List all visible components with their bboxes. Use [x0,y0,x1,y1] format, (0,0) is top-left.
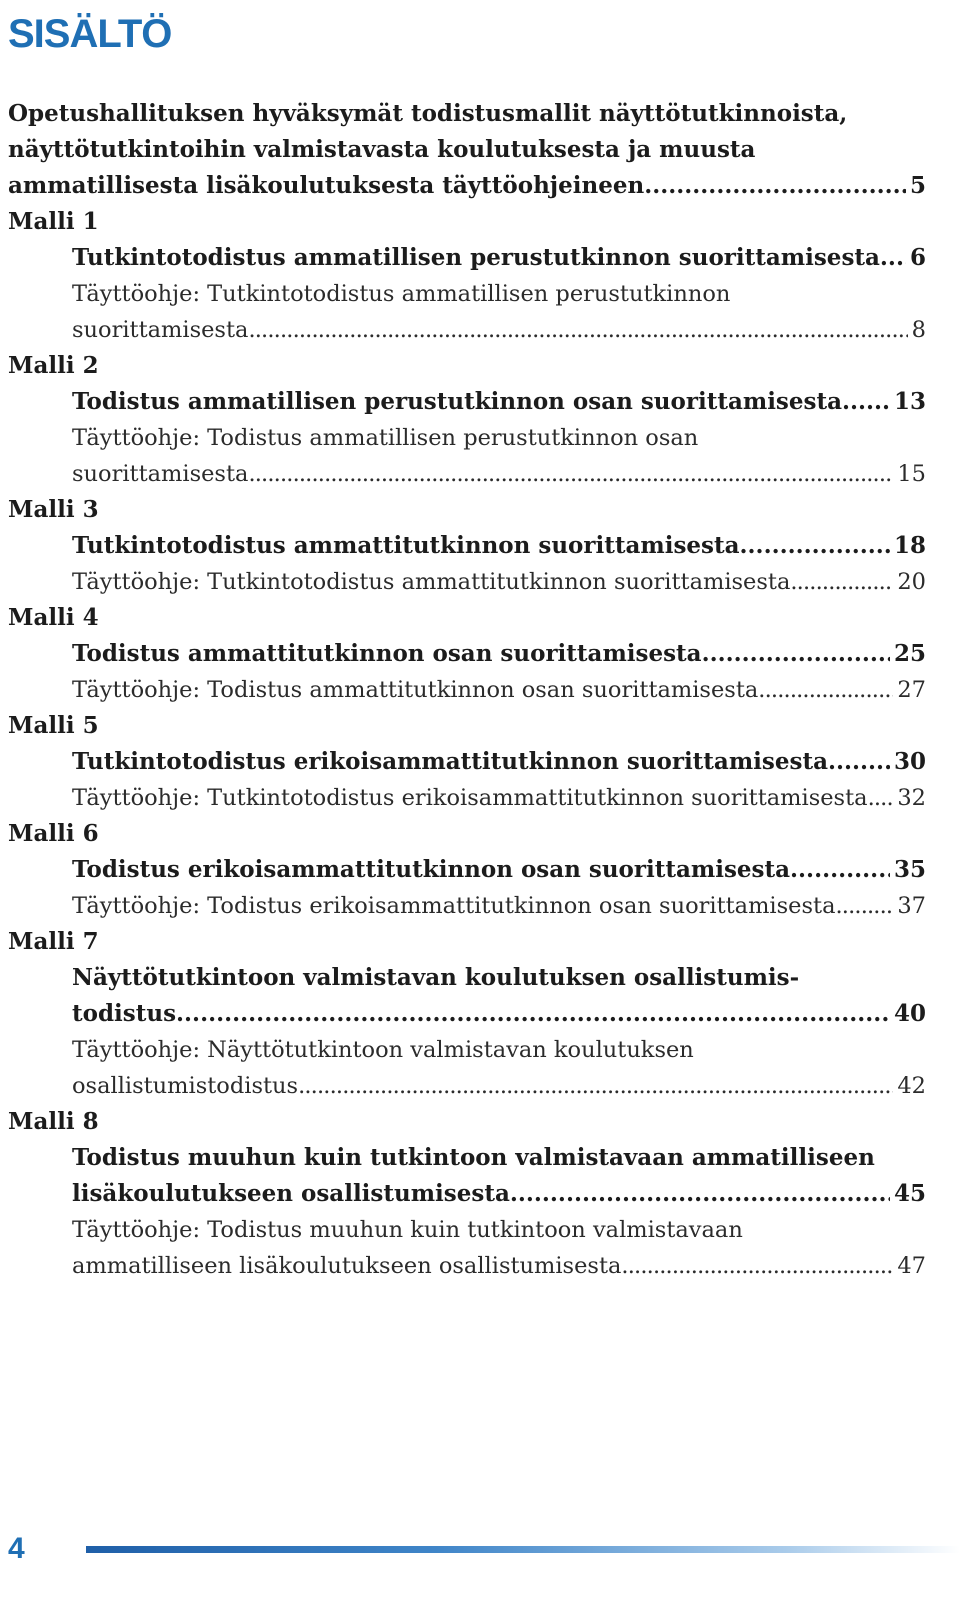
toc-entry-malli-8-guide[interactable] [8,1248,926,1284]
dot-leader [868,780,894,816]
toc-entry-title: osallistumistodistus [72,1073,299,1099]
section-label-malli-3: Malli 3 [8,496,99,523]
toc-title-malli-7-line1: Näyttötutkintoon valmistavan koulutuksen osallistumis- [72,964,800,991]
toc-entry-title: Tutkintotodistus erikoisammattitutkinnon suorittamisesta [72,748,828,775]
page-number: 27 [897,677,926,703]
toc-intro-line1: Opetushallituksen hyväksymät todistusmallit näyttötutkinnoista, [8,100,848,127]
toc-entry-malli-3-title[interactable] [8,528,926,564]
dot-leader [702,636,890,672]
toc-intro-line2: näyttötutkintoihin valmistavasta koulutuksesta ja muusta [8,136,756,163]
dot-leader [880,240,906,276]
dot-leader [621,1248,893,1284]
dot-leader [176,996,890,1032]
toc-entry-malli-3-guide[interactable] [8,564,926,600]
section-label-malli-1: Malli 1 [8,208,99,235]
dot-leader [248,312,907,348]
toc-entry-malli-5-guide[interactable] [8,780,926,816]
dot-leader [790,852,890,888]
toc-entry-title: Tutkintotodistus ammatillisen perustutkinnon suorittamisesta [72,244,880,271]
toc-guide-malli-8-line1: Täyttöohje: Todistus muuhun kuin tutkintoon valmistavaan [72,1217,743,1243]
page-number: 40 [893,1000,926,1027]
dot-leader [758,672,893,708]
toc-entry-title: Todistus ammattitutkinnon osan suorittamisesta [72,640,702,667]
dot-leader [790,564,893,600]
toc-entry-malli-7-title[interactable] [8,996,926,1032]
page-number: 25 [893,640,926,667]
toc-entry-title: Täyttöohje: Tutkintotodistus erikoisammattitutkinnon suorittamisesta [72,785,868,811]
dot-leader [510,1176,890,1212]
toc-guide-malli-1-line1: Täyttöohje: Tutkintotodistus ammatillisen perustutkinnon [72,281,731,307]
page-number: 13 [893,388,926,415]
page-number: 37 [897,893,926,919]
dot-leader [835,888,893,924]
toc-entry-malli-8-title[interactable] [8,1176,926,1212]
section-label-malli-4: Malli 4 [8,604,99,631]
dot-leader [842,384,890,420]
toc-entry-malli-5-title[interactable] [8,744,926,780]
section-label-malli-5: Malli 5 [8,712,99,739]
toc-entry-intro[interactable] [8,168,926,204]
section-label-malli-8: Malli 8 [8,1108,99,1135]
toc-entry-title: Täyttöohje: Tutkintotodistus ammattitutkinnon suorittamisesta [72,569,791,595]
toc-entry-malli-7-guide[interactable] [8,1068,926,1104]
page-heading: SISÄLTÖ [8,12,172,56]
page-number: 20 [897,569,926,595]
toc-entry-title: lisäkoulutukseen osallistumisesta [72,1180,510,1207]
page-number: 47 [897,1253,926,1279]
toc-entry-title: suorittamisesta [72,317,249,343]
toc-entry-title: ammatillisesta lisäkoulutuksesta täyttöohjeineen. [8,172,653,199]
toc-entry-title: Täyttöohje: Todistus ammattitutkinnon osan suorittamisesta [72,677,759,703]
section-label-malli-7: Malli 7 [8,928,99,955]
toc-entry-title: Todistus ammatillisen perustutkinnon osan suorittamisesta [72,388,842,415]
toc-guide-malli-7-line1: Täyttöohje: Näyttötutkintoon valmistavan koulutuksen [72,1037,694,1063]
toc-guide-malli-2-line1: Täyttöohje: Todistus ammatillisen perustutkinnon osan [72,425,699,451]
toc-entry-malli-1-guide[interactable] [8,312,926,348]
toc-entry-title: Täyttöohje: Todistus erikoisammattitutkinnon osan suorittamisesta [72,893,836,919]
toc-entry-malli-4-guide[interactable] [8,672,926,708]
toc-entry-malli-6-title[interactable] [8,852,926,888]
toc-entry-title: Tutkintotodistus ammattitutkinnon suorittamisesta [72,532,740,559]
toc-entry-malli-2-guide[interactable] [8,456,926,492]
dot-leader [740,528,890,564]
page-number: 35 [893,856,926,883]
dot-leader [652,168,906,204]
toc-entry-title: todistus [72,1000,177,1027]
page-number: 5 [909,172,926,199]
toc-entry-title: ammatilliseen lisäkoulutukseen osallistumisesta [72,1253,622,1279]
section-label-malli-2: Malli 2 [8,352,99,379]
page-number: 8 [911,317,926,343]
toc-entry-title: suorittamisesta [72,461,249,487]
toc-entry-malli-6-guide[interactable] [8,888,926,924]
toc-entry-malli-1-title[interactable] [8,240,926,276]
toc-entry-title: Todistus erikoisammattitutkinnon osan suorittamisesta [72,856,791,883]
page-number: 30 [893,748,926,775]
dot-leader [248,456,893,492]
page-number: 32 [897,785,926,811]
dot-leader [298,1068,893,1104]
dot-leader [828,744,890,780]
toc-entry-malli-2-title[interactable] [8,384,926,420]
page-number: 45 [893,1180,926,1207]
footer-gradient-bar [86,1546,960,1553]
section-label-malli-6: Malli 6 [8,820,99,847]
page-number: 42 [897,1073,926,1099]
page-number: 18 [893,532,926,559]
table-of-contents [8,96,926,1284]
toc-title-malli-8-line1: Todistus muuhun kuin tutkintoon valmistavaan ammatilliseen [72,1144,875,1171]
footer-page-number: 4 [8,1532,25,1565]
page-number: 6 [909,244,926,271]
toc-entry-malli-4-title[interactable] [8,636,926,672]
page-number: 15 [897,461,926,487]
